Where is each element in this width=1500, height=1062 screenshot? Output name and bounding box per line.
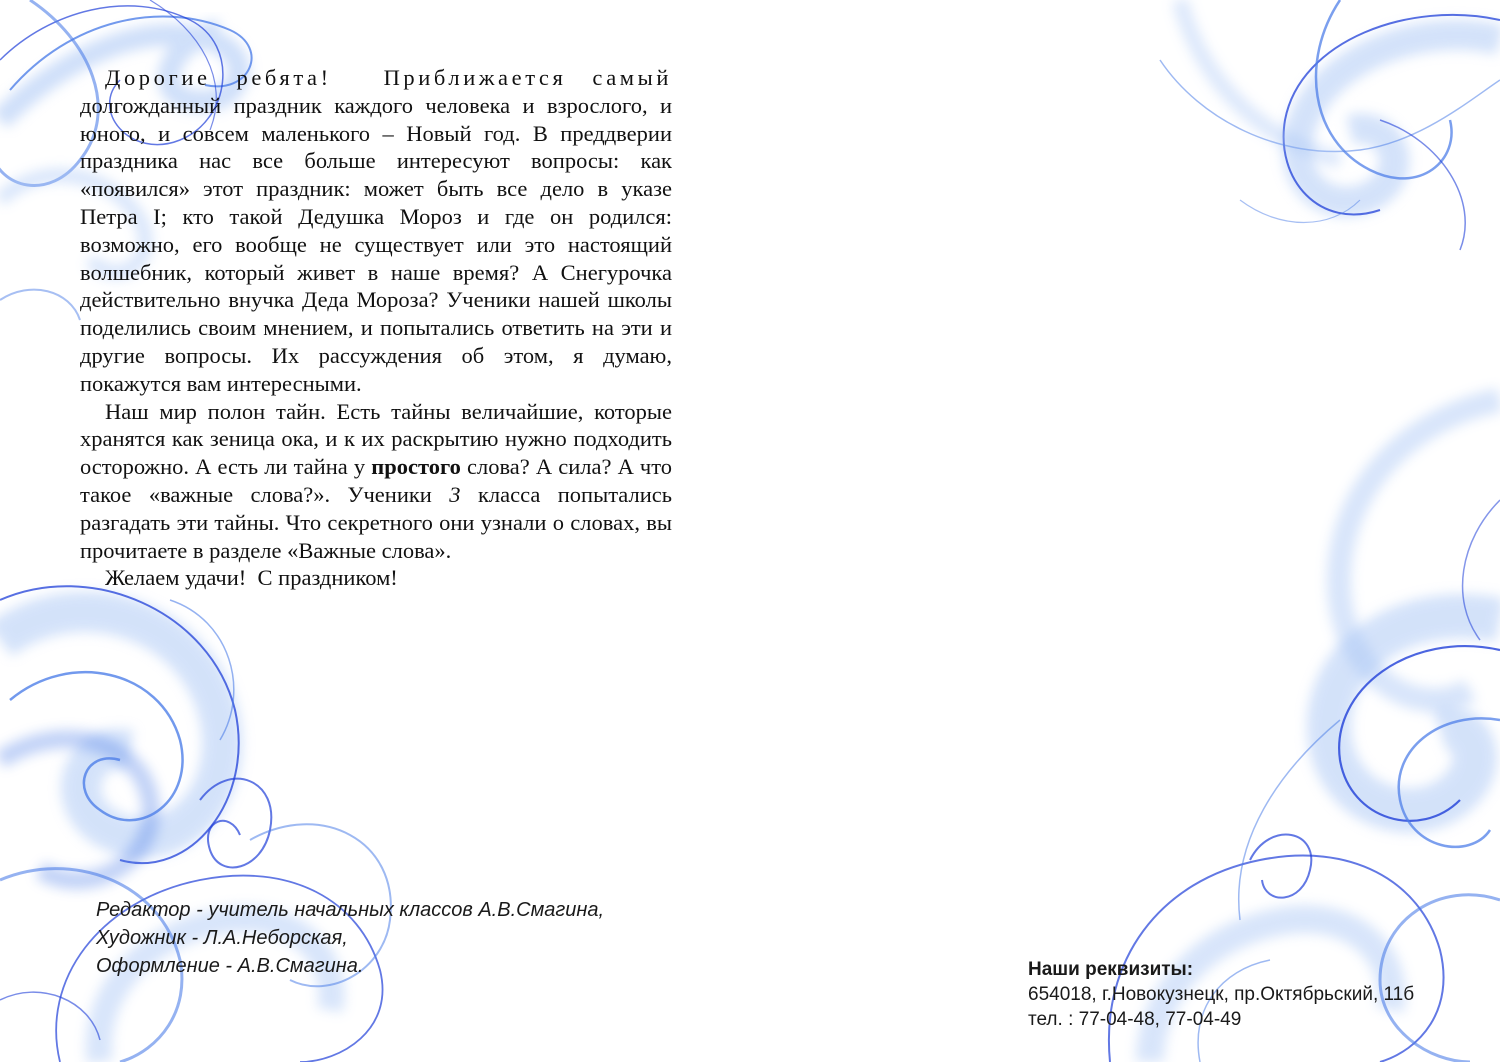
contacts-address: 654018, г.Новокузнецк, пр.Октябрьский, 11б [1028, 984, 1415, 1005]
credits-block [96, 896, 604, 980]
editorial-paragraph-3: Желаем удачи! С праздником! [105, 565, 398, 591]
swirl-bottom-left [0, 586, 391, 1062]
bold-word: простого [371, 454, 461, 480]
credit-layout: Оформление - А.В.Смагина. [96, 955, 364, 977]
editorial-paragraph-2-start: Наш мир полон тайн. Есть тайны величайшие, которые хранятся как зеница ока, и к их раскрытию нужно подходить осторожно. А есть ли тайна у [80, 398, 672, 480]
greeting-lead: Дорогие ребята! [105, 65, 332, 90]
greeting-lead-rest: Приближается самый [383, 65, 672, 90]
class-number: 3 [449, 481, 461, 507]
editorial-paragraph-2 [80, 398, 672, 565]
swirl-top-right [1160, 0, 1500, 250]
contacts-block [1028, 957, 1414, 1032]
editorial-paragraph-2-end: класса попытались разгадать эти тайны. Что секретного они узнали о словах, вы прочитаете в разделе «Важные слова». [80, 481, 672, 563]
contacts-phone: тел. : 77-04-48, 77-04-49 [1028, 1009, 1242, 1030]
editorial-paragraph-1 [80, 64, 672, 398]
editorial-paragraph-1-body: долгожданный праздник каждого человека и взрослого, и юного, и совсем маленького – Новый год. В преддверии праздника нас все больше интересуют вопросы: как «появился» этот праздник: может быть все дело в указе Петра I; кто такой Дедушка Мороз и где он родился: возможно, его вообще не существует или это настоящий волшебник, который живет в наше время? А Снегурочка действительно внучка Деда Мороза? Ученики нашей школы поделились своим мнением, и попытались ответить на эти и другие вопросы. Их рассуждения об этом, я думаю, покажутся вам интересными. [80, 92, 672, 396]
credit-artist: Художник - Л.А.Неборская, [96, 927, 348, 949]
contacts-title: Наши реквизиты: [1028, 959, 1194, 980]
editorial-text [80, 64, 672, 592]
editorial-paragraph-2-mid: слова? А сила? А что такое «важные слова?». Ученики [80, 454, 673, 507]
credit-editor: Редактор - учитель начальных классов А.В.Смагина, [96, 899, 605, 921]
